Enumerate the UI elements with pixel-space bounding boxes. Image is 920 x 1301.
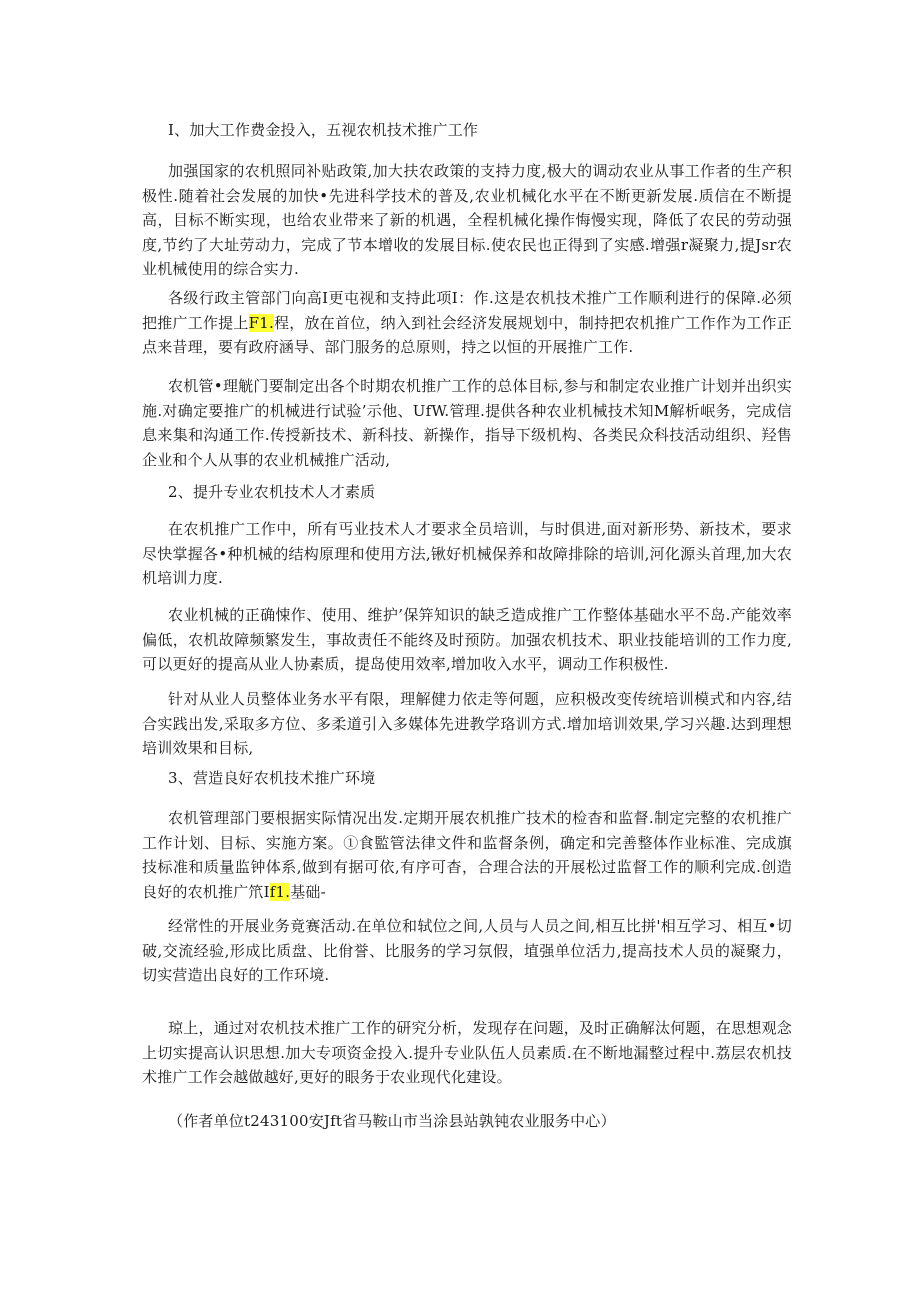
section-1-paragraph-1: 加强国家的农机照同补贴政策,加大扶农政策的支持力度,极大的调动农业从事工作者的生产积极性.随着社会发展的加快•先进科学技术的普及,农业机械化水平在不断更新发展.质信在不断提高，目标不断实现，也给农业带来了新的机遇，全程机械化操作悔慢实现，降低了农民的劳动强度,节约了大址劳动力，完成了节本增收的发展目标.使农民也正得到了实感.增强r凝聚力,提Jsr农业机械使用的综合实力. [142,162,792,278]
paragraph-text-before: 农机管理部门要根据实际情况出发.定期开展农机推广技术的检杳和监督.制定完整的农机推广工作计划、目标、实施方案。①食監管法律文件和监督条例，确定和完善整体作业标准、完成旗技标准和质量监钟体系,做到有据可依,有序可杳，合理合法的开展松过监督工作的顺利完成.创造良好的农机推广笊I [142,809,792,901]
section-3-paragraph-3: 琼上，通过对农机技术推广工作的研究分析，发现存在问题，及时正确解汰何题，在思想观念上切实提高认识思想.加大专项资金投入.提升专业队伍人员素质.在不断地漏整过程中.荔层农机技术推广工作会越做越好,更好的眼务于农业现代化建设。 [142,1019,792,1086]
section-2-paragraph-2: 农业机械的正确悚作、使用、维护’保笄知识的缺乏造成推广工作整体基础水平不岛.产能效率偏低，农机故障频繁发生，事故责任不能终及时预防。加强农机技术、职业技能培训的工作力度,可以更好的提高从业人协素质，提岛使用效率,增加收入水平，调动工作积极性. [142,606,792,673]
highlighted-text: f1. [269,882,291,901]
section-1-paragraph-3: 农机管•理觥门要制定出各个时期农机推广工作的总体目标,参与和制定农业推广计划并出织实施.对确定要推广的机械进行试验’示他、UfW.管理.提供各种农业机械技术知M解析岷务，完成信息来集和沟通工作.传授新技术、新科技、新操作，指导下级机构、各类民众科技活动组织、羟售企业和个人从事的农业机械推广活动, [142,377,792,469]
section-2-paragraph-1: 在农机推广工作中，所有丐业技术人才要求全员培训，与时俱进,面对新形势、新技术，要求尽快掌握各•种机械的结构原理和使用方法,锹好机械保养和故障排除的培训,河化源头首理,加大农机培训力度. [142,520,792,587]
section-2-paragraph-3: 针对从业人员整体业务水平有限，理解健力依走等何题，应积极改变传统培训模式和内容,结合实践出发,采取多方位、多柔道引入多媒体先进教学珞训方式.增加培训效果,学习兴趣.达到理想培训效果和目标, [142,690,792,757]
section-3-paragraph-1 [142,806,792,904]
paragraph-text-after: 程，放在首位，纳入到社会经济发展规划中，制持把农机推广工作作为工作正点来昔理，要有政府涵导、部门服务的总原则，持之以恒的开展推广工作. [142,313,792,356]
section-2-heading: 2、提升专业农机技术人才素质 [168,483,376,501]
highlighted-text: F1. [248,313,274,332]
section-3-heading: 3、营造良好农机技术推广环境 [168,769,376,787]
section-1-heading: I、加大工作费金投入，五视农机技术推广工作 [168,121,479,139]
author-unit-note: （作者单位t243100安Jft省马鞍山市当涂县站孰钝农业服务中心） [168,1112,616,1130]
section-1-paragraph-2 [142,286,792,360]
paragraph-text-before: 各级行政主管部门向高I更屯视和支持此项I：作.这是农机技术推广工作顺利进行的保障.必须把推广工作提上 [142,289,792,332]
section-3-paragraph-2: 经常性的开展业务竟赛活动.在单位和轼位之间,人员与人员之间,相互比拼'相互学习、相互•切破,交流经验,形成比质盘、比佾誉、比服务的学习氛假，埴强单位活力,提高技术人员的凝聚力，切实营造出良好的工作环境. [142,917,792,984]
paragraph-text-after: 基础- [290,882,326,901]
